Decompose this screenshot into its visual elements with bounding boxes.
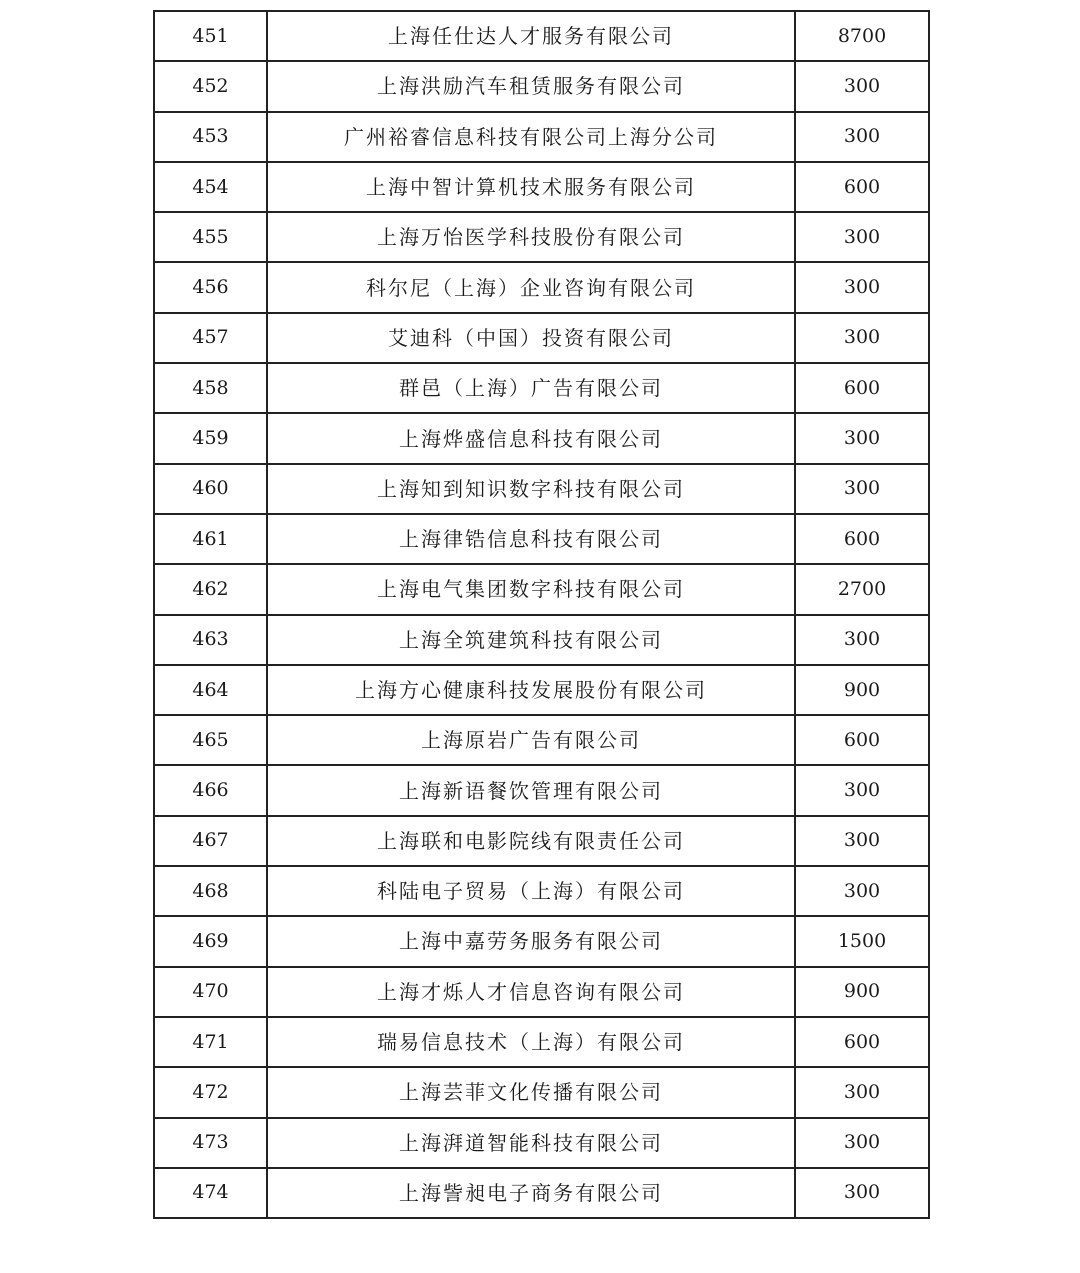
company-name-cell: 艾迪科（中国）投资有限公司 bbox=[267, 313, 795, 363]
company-name-cell: 上海新语餐饮管理有限公司 bbox=[267, 765, 795, 815]
row-index-cell: 471 bbox=[154, 1017, 267, 1067]
row-index-cell: 463 bbox=[154, 615, 267, 665]
company-name-cell: 上海知到知识数字科技有限公司 bbox=[267, 464, 795, 514]
row-index-cell: 468 bbox=[154, 866, 267, 916]
company-table bbox=[153, 10, 930, 1219]
table-row bbox=[154, 514, 929, 564]
company-name-cell: 上海万怡医学科技股份有限公司 bbox=[267, 212, 795, 262]
table-row bbox=[154, 413, 929, 463]
company-name-cell: 上海电气集团数字科技有限公司 bbox=[267, 564, 795, 614]
company-name-cell: 上海原岩广告有限公司 bbox=[267, 715, 795, 765]
amount-cell: 300 bbox=[795, 816, 929, 866]
row-index-cell: 451 bbox=[154, 11, 267, 61]
row-index-cell: 473 bbox=[154, 1118, 267, 1168]
table-row bbox=[154, 866, 929, 916]
table-row bbox=[154, 464, 929, 514]
row-index-cell: 458 bbox=[154, 363, 267, 413]
amount-cell: 600 bbox=[795, 1017, 929, 1067]
amount-cell: 300 bbox=[795, 1118, 929, 1168]
table-row bbox=[154, 112, 929, 162]
table-row bbox=[154, 262, 929, 312]
company-name-cell: 上海才烁人才信息咨询有限公司 bbox=[267, 967, 795, 1017]
company-table-container bbox=[153, 10, 928, 1219]
row-index-cell: 465 bbox=[154, 715, 267, 765]
amount-cell: 8700 bbox=[795, 11, 929, 61]
table-row bbox=[154, 61, 929, 111]
row-index-cell: 464 bbox=[154, 665, 267, 715]
amount-cell: 300 bbox=[795, 413, 929, 463]
row-index-cell: 462 bbox=[154, 564, 267, 614]
amount-cell: 600 bbox=[795, 363, 929, 413]
table-row bbox=[154, 816, 929, 866]
company-name-cell: 广州裕睿信息科技有限公司上海分公司 bbox=[267, 112, 795, 162]
table-row bbox=[154, 1168, 929, 1218]
row-index-cell: 470 bbox=[154, 967, 267, 1017]
amount-cell: 900 bbox=[795, 665, 929, 715]
amount-cell: 300 bbox=[795, 464, 929, 514]
table-row bbox=[154, 313, 929, 363]
company-name-cell: 科陆电子贸易（上海）有限公司 bbox=[267, 866, 795, 916]
amount-cell: 300 bbox=[795, 313, 929, 363]
company-table-body bbox=[154, 11, 929, 1218]
row-index-cell: 460 bbox=[154, 464, 267, 514]
row-index-cell: 466 bbox=[154, 765, 267, 815]
table-row bbox=[154, 1017, 929, 1067]
company-name-cell: 上海洪励汽车租赁服务有限公司 bbox=[267, 61, 795, 111]
row-index-cell: 452 bbox=[154, 61, 267, 111]
row-index-cell: 469 bbox=[154, 916, 267, 966]
company-name-cell: 上海任仕达人才服务有限公司 bbox=[267, 11, 795, 61]
company-name-cell: 上海中嘉劳务服务有限公司 bbox=[267, 916, 795, 966]
table-row bbox=[154, 967, 929, 1017]
row-index-cell: 472 bbox=[154, 1067, 267, 1117]
table-row bbox=[154, 665, 929, 715]
amount-cell: 300 bbox=[795, 61, 929, 111]
table-row bbox=[154, 363, 929, 413]
table-row bbox=[154, 916, 929, 966]
amount-cell: 300 bbox=[795, 866, 929, 916]
row-index-cell: 474 bbox=[154, 1168, 267, 1218]
table-row bbox=[154, 715, 929, 765]
table-row bbox=[154, 162, 929, 212]
company-name-cell: 科尔尼（上海）企业咨询有限公司 bbox=[267, 262, 795, 312]
amount-cell: 300 bbox=[795, 262, 929, 312]
amount-cell: 900 bbox=[795, 967, 929, 1017]
amount-cell: 600 bbox=[795, 715, 929, 765]
table-row bbox=[154, 1067, 929, 1117]
row-index-cell: 461 bbox=[154, 514, 267, 564]
amount-cell: 300 bbox=[795, 112, 929, 162]
row-index-cell: 456 bbox=[154, 262, 267, 312]
row-index-cell: 457 bbox=[154, 313, 267, 363]
row-index-cell: 454 bbox=[154, 162, 267, 212]
row-index-cell: 453 bbox=[154, 112, 267, 162]
table-row bbox=[154, 11, 929, 61]
row-index-cell: 459 bbox=[154, 413, 267, 463]
company-name-cell: 上海方心健康科技发展股份有限公司 bbox=[267, 665, 795, 715]
company-name-cell: 上海訾昶电子商务有限公司 bbox=[267, 1168, 795, 1218]
amount-cell: 300 bbox=[795, 1067, 929, 1117]
amount-cell: 300 bbox=[795, 615, 929, 665]
company-name-cell: 上海全筑建筑科技有限公司 bbox=[267, 615, 795, 665]
amount-cell: 300 bbox=[795, 1168, 929, 1218]
company-name-cell: 上海湃道智能科技有限公司 bbox=[267, 1118, 795, 1168]
amount-cell: 600 bbox=[795, 514, 929, 564]
amount-cell: 2700 bbox=[795, 564, 929, 614]
company-name-cell: 群邑（上海）广告有限公司 bbox=[267, 363, 795, 413]
company-name-cell: 瑞易信息技术（上海）有限公司 bbox=[267, 1017, 795, 1067]
amount-cell: 1500 bbox=[795, 916, 929, 966]
company-name-cell: 上海联和电影院线有限责任公司 bbox=[267, 816, 795, 866]
table-row bbox=[154, 212, 929, 262]
table-row bbox=[154, 1118, 929, 1168]
company-name-cell: 上海律锆信息科技有限公司 bbox=[267, 514, 795, 564]
amount-cell: 300 bbox=[795, 212, 929, 262]
company-name-cell: 上海芸菲文化传播有限公司 bbox=[267, 1067, 795, 1117]
table-row bbox=[154, 765, 929, 815]
company-name-cell: 上海中智计算机技术服务有限公司 bbox=[267, 162, 795, 212]
table-row bbox=[154, 564, 929, 614]
row-index-cell: 467 bbox=[154, 816, 267, 866]
amount-cell: 300 bbox=[795, 765, 929, 815]
table-row bbox=[154, 615, 929, 665]
amount-cell: 600 bbox=[795, 162, 929, 212]
company-name-cell: 上海烨盛信息科技有限公司 bbox=[267, 413, 795, 463]
row-index-cell: 455 bbox=[154, 212, 267, 262]
